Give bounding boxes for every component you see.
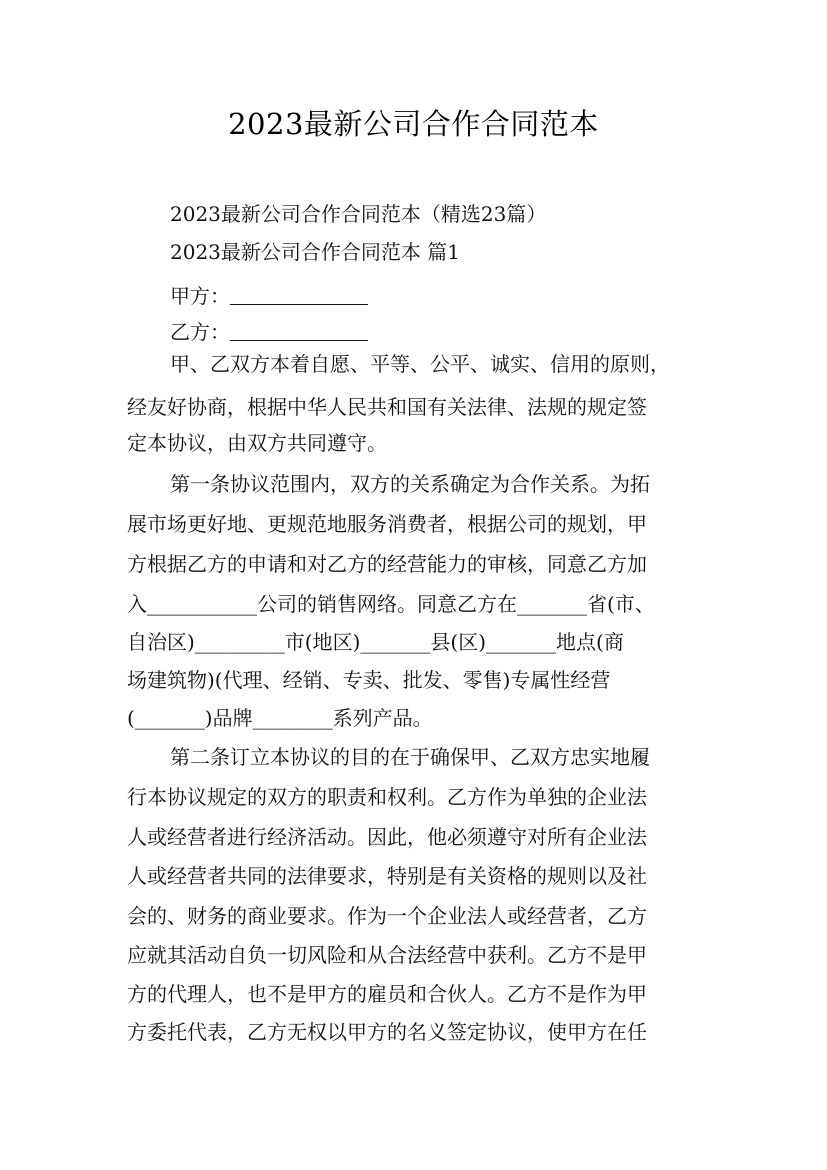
paragraph-line: 展市场更好地、更规范地服务消费者，根据公司的规划，甲	[127, 512, 647, 536]
paragraph-line: 入___________公司的销售网络。同意乙方在_______省(市、	[127, 592, 655, 616]
paragraph-line: 方根据乙方的申请和对乙方的经营能力的审核，同意乙方加	[127, 552, 647, 576]
party-a-line	[170, 282, 707, 310]
paragraph-line: 场建筑物)(代理、经销、专卖、批发、零售)专属性经营	[127, 668, 611, 692]
paragraph-line: 行本协议规定的双方的职责和权利。乙方作为单独的企业法	[127, 785, 647, 809]
party-a-blank	[230, 284, 368, 305]
paragraph-line: 方的代理人，也不是甲方的雇员和合伙人。乙方不是作为甲	[127, 982, 647, 1006]
paragraph-line: 会的、财务的商业要求。作为一个企业法人或经营者，乙方	[127, 904, 647, 928]
paragraph-line: 第一条协议范围内，双方的关系确定为合作关系。为拓	[170, 472, 650, 496]
party-b-label: 乙方：	[170, 320, 230, 344]
party-b-blank	[230, 320, 368, 341]
party-b-line	[170, 318, 707, 346]
party-a-label: 甲方：	[170, 284, 230, 308]
paragraph-line: 自治区)_________市(地区)_______县(区)_______地点(商	[127, 630, 624, 654]
paragraph-line: 应就其活动自负一切风险和从合法经营中获利。乙方不是甲	[127, 943, 647, 967]
paragraph-line: 方委托代表，乙方无权以甲方的名义签定协议，使甲方在任	[127, 1020, 647, 1044]
paragraph-line: 人或经营者进行经济活动。因此，他必须遵守对所有企业法	[127, 825, 647, 849]
paragraph-line: 经友好协商，根据中华人民共和国有关法律、法规的规定签	[127, 395, 647, 419]
section-heading: 2023最新公司合作合同范本 篇1	[170, 240, 460, 264]
paragraph-line: 第二条订立本协议的目的在于确保甲、乙双方忠实地履	[170, 745, 650, 769]
paragraph-line: 甲、乙双方本着自愿、平等、公平、诚实、信用的原则，	[170, 352, 670, 376]
subtitle-line: 2023最新公司合作合同范本（精选23篇）	[170, 202, 547, 226]
paragraph-line: 定本协议，由双方共同遵守。	[127, 431, 387, 455]
paragraph-line: 人或经营者共同的法律要求，特别是有关资格的规则以及社	[127, 864, 647, 888]
document-title: 2023最新公司合作合同范本	[228, 107, 599, 141]
paragraph-line: (_______)品牌________系列产品。	[127, 706, 433, 730]
